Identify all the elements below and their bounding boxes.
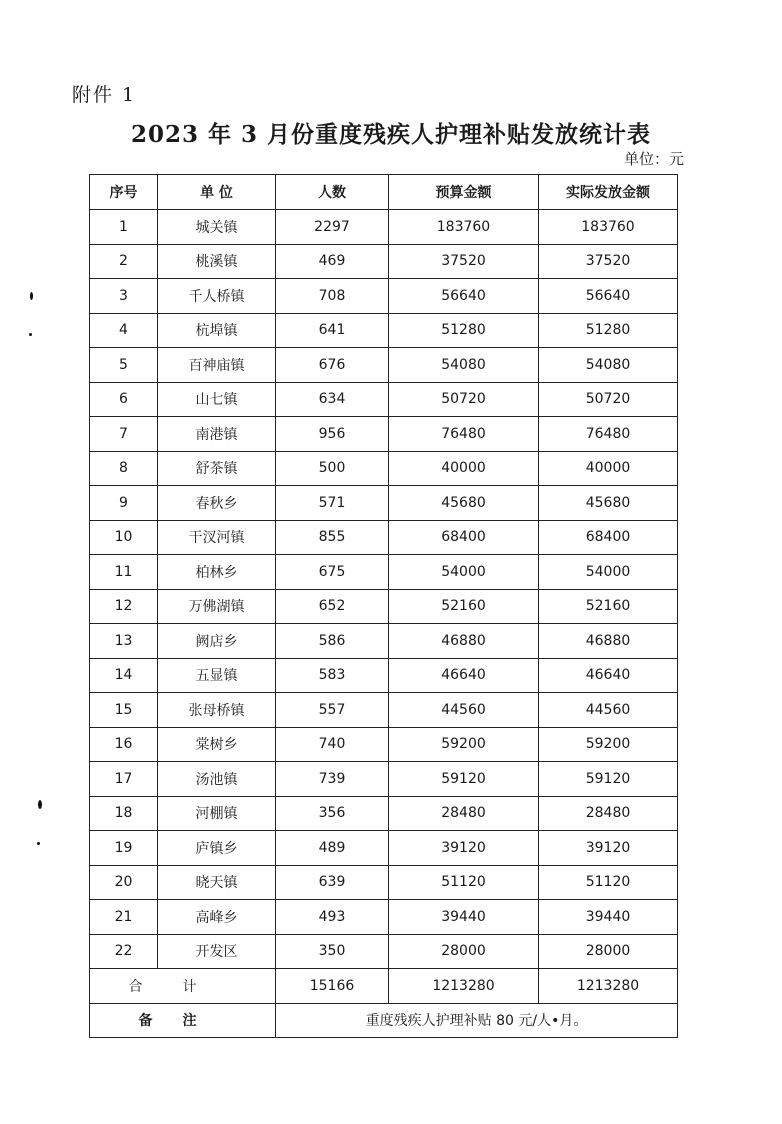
row-index: 17	[90, 762, 158, 797]
table-header-row	[90, 175, 678, 210]
row-unit: 开发区	[158, 934, 276, 969]
row-unit: 高峰乡	[158, 900, 276, 935]
row-budget: 37520	[389, 244, 539, 279]
row-unit: 柏林乡	[158, 555, 276, 590]
row-unit: 河棚镇	[158, 796, 276, 831]
row-index: 20	[90, 865, 158, 900]
row-people: 855	[276, 520, 389, 555]
table-row	[90, 658, 678, 693]
document-title: 2023 年 3 月份重度残疾人护理补贴发放统计表	[130, 121, 652, 148]
header-actual: 实际发放金额	[539, 175, 678, 210]
row-people: 469	[276, 244, 389, 279]
row-actual: 59200	[539, 727, 678, 762]
row-people: 557	[276, 693, 389, 728]
unit-label: 单位：元	[623, 150, 684, 168]
note-label: 备注	[90, 1003, 276, 1038]
total-budget: 1213280	[389, 969, 539, 1004]
row-people: 739	[276, 762, 389, 797]
table-row	[90, 382, 678, 417]
table-row	[90, 348, 678, 383]
attachment-label: 附件 1	[72, 84, 137, 106]
total-row	[90, 969, 678, 1004]
table-row	[90, 762, 678, 797]
row-people: 571	[276, 486, 389, 521]
row-actual: 52160	[539, 589, 678, 624]
table-row	[90, 934, 678, 969]
table-row	[90, 796, 678, 831]
row-budget: 54000	[389, 555, 539, 590]
row-people: 676	[276, 348, 389, 383]
row-people: 500	[276, 451, 389, 486]
row-budget: 183760	[389, 210, 539, 245]
row-unit: 汤池镇	[158, 762, 276, 797]
row-index: 5	[90, 348, 158, 383]
scan-speck	[38, 800, 42, 809]
row-index: 15	[90, 693, 158, 728]
row-budget: 28000	[389, 934, 539, 969]
row-index: 19	[90, 831, 158, 866]
header-index: 序号	[90, 175, 158, 210]
row-unit: 千人桥镇	[158, 279, 276, 314]
row-budget: 76480	[389, 417, 539, 452]
row-unit: 庐镇乡	[158, 831, 276, 866]
row-people: 740	[276, 727, 389, 762]
row-people: 675	[276, 555, 389, 590]
row-unit: 南港镇	[158, 417, 276, 452]
row-budget: 51280	[389, 313, 539, 348]
row-budget: 54080	[389, 348, 539, 383]
row-index: 18	[90, 796, 158, 831]
row-people: 956	[276, 417, 389, 452]
row-actual: 44560	[539, 693, 678, 728]
scan-speck	[37, 842, 40, 845]
table-row	[90, 244, 678, 279]
row-actual: 39440	[539, 900, 678, 935]
row-actual: 46880	[539, 624, 678, 659]
row-index: 7	[90, 417, 158, 452]
row-index: 21	[90, 900, 158, 935]
row-index: 11	[90, 555, 158, 590]
row-budget: 44560	[389, 693, 539, 728]
row-unit: 五显镇	[158, 658, 276, 693]
row-actual: 37520	[539, 244, 678, 279]
table-body	[90, 210, 678, 969]
header-unit: 单 位	[158, 175, 276, 210]
table-row	[90, 210, 678, 245]
row-people: 634	[276, 382, 389, 417]
row-actual: 28480	[539, 796, 678, 831]
row-people: 489	[276, 831, 389, 866]
row-unit: 山七镇	[158, 382, 276, 417]
row-budget: 50720	[389, 382, 539, 417]
row-actual: 59120	[539, 762, 678, 797]
table-row	[90, 589, 678, 624]
note-row	[90, 1003, 678, 1038]
row-index: 22	[90, 934, 158, 969]
row-actual: 46640	[539, 658, 678, 693]
table-row	[90, 693, 678, 728]
row-index: 8	[90, 451, 158, 486]
row-people: 356	[276, 796, 389, 831]
total-people: 15166	[276, 969, 389, 1004]
row-budget: 68400	[389, 520, 539, 555]
row-index: 9	[90, 486, 158, 521]
row-people: 641	[276, 313, 389, 348]
row-unit: 桃溪镇	[158, 244, 276, 279]
table-row	[90, 279, 678, 314]
row-people: 652	[276, 589, 389, 624]
table-row	[90, 486, 678, 521]
row-budget: 40000	[389, 451, 539, 486]
row-people: 583	[276, 658, 389, 693]
table-row	[90, 520, 678, 555]
row-index: 13	[90, 624, 158, 659]
row-actual: 45680	[539, 486, 678, 521]
row-index: 10	[90, 520, 158, 555]
row-unit: 棠树乡	[158, 727, 276, 762]
table-row	[90, 313, 678, 348]
row-budget: 39440	[389, 900, 539, 935]
row-budget: 45680	[389, 486, 539, 521]
table-row	[90, 900, 678, 935]
row-budget: 59200	[389, 727, 539, 762]
row-unit: 舒茶镇	[158, 451, 276, 486]
row-index: 4	[90, 313, 158, 348]
row-people: 493	[276, 900, 389, 935]
row-budget: 52160	[389, 589, 539, 624]
row-actual: 54000	[539, 555, 678, 590]
note-text: 重度残疾人护理补贴 80 元/人•月。	[276, 1003, 678, 1038]
row-index: 2	[90, 244, 158, 279]
row-unit: 万佛湖镇	[158, 589, 276, 624]
table-row	[90, 727, 678, 762]
row-budget: 59120	[389, 762, 539, 797]
row-unit: 晓天镇	[158, 865, 276, 900]
row-budget: 28480	[389, 796, 539, 831]
row-actual: 76480	[539, 417, 678, 452]
row-unit: 城关镇	[158, 210, 276, 245]
row-index: 3	[90, 279, 158, 314]
row-index: 1	[90, 210, 158, 245]
row-budget: 46640	[389, 658, 539, 693]
total-label: 合计	[90, 969, 276, 1004]
row-index: 6	[90, 382, 158, 417]
table-row	[90, 555, 678, 590]
table-row	[90, 831, 678, 866]
header-people: 人数	[276, 175, 389, 210]
row-people: 586	[276, 624, 389, 659]
row-index: 12	[90, 589, 158, 624]
row-actual: 28000	[539, 934, 678, 969]
total-actual: 1213280	[539, 969, 678, 1004]
row-actual: 68400	[539, 520, 678, 555]
row-actual: 54080	[539, 348, 678, 383]
row-people: 2297	[276, 210, 389, 245]
table-row	[90, 417, 678, 452]
scan-speck	[30, 292, 33, 300]
row-people: 708	[276, 279, 389, 314]
row-budget: 56640	[389, 279, 539, 314]
row-index: 16	[90, 727, 158, 762]
row-budget: 51120	[389, 865, 539, 900]
table-row	[90, 451, 678, 486]
row-budget: 39120	[389, 831, 539, 866]
table-row	[90, 865, 678, 900]
row-unit: 阙店乡	[158, 624, 276, 659]
row-index: 14	[90, 658, 158, 693]
row-unit: 春秋乡	[158, 486, 276, 521]
header-budget: 预算金额	[389, 175, 539, 210]
row-actual: 51280	[539, 313, 678, 348]
row-actual: 51120	[539, 865, 678, 900]
row-actual: 56640	[539, 279, 678, 314]
row-actual: 40000	[539, 451, 678, 486]
table-row	[90, 624, 678, 659]
row-unit: 杭埠镇	[158, 313, 276, 348]
row-unit: 张母桥镇	[158, 693, 276, 728]
row-unit: 百神庙镇	[158, 348, 276, 383]
row-unit: 干汊河镇	[158, 520, 276, 555]
row-actual: 39120	[539, 831, 678, 866]
row-budget: 46880	[389, 624, 539, 659]
row-actual: 183760	[539, 210, 678, 245]
row-actual: 50720	[539, 382, 678, 417]
subsidy-table	[89, 174, 678, 1038]
row-people: 350	[276, 934, 389, 969]
scan-speck	[29, 333, 32, 336]
row-people: 639	[276, 865, 389, 900]
